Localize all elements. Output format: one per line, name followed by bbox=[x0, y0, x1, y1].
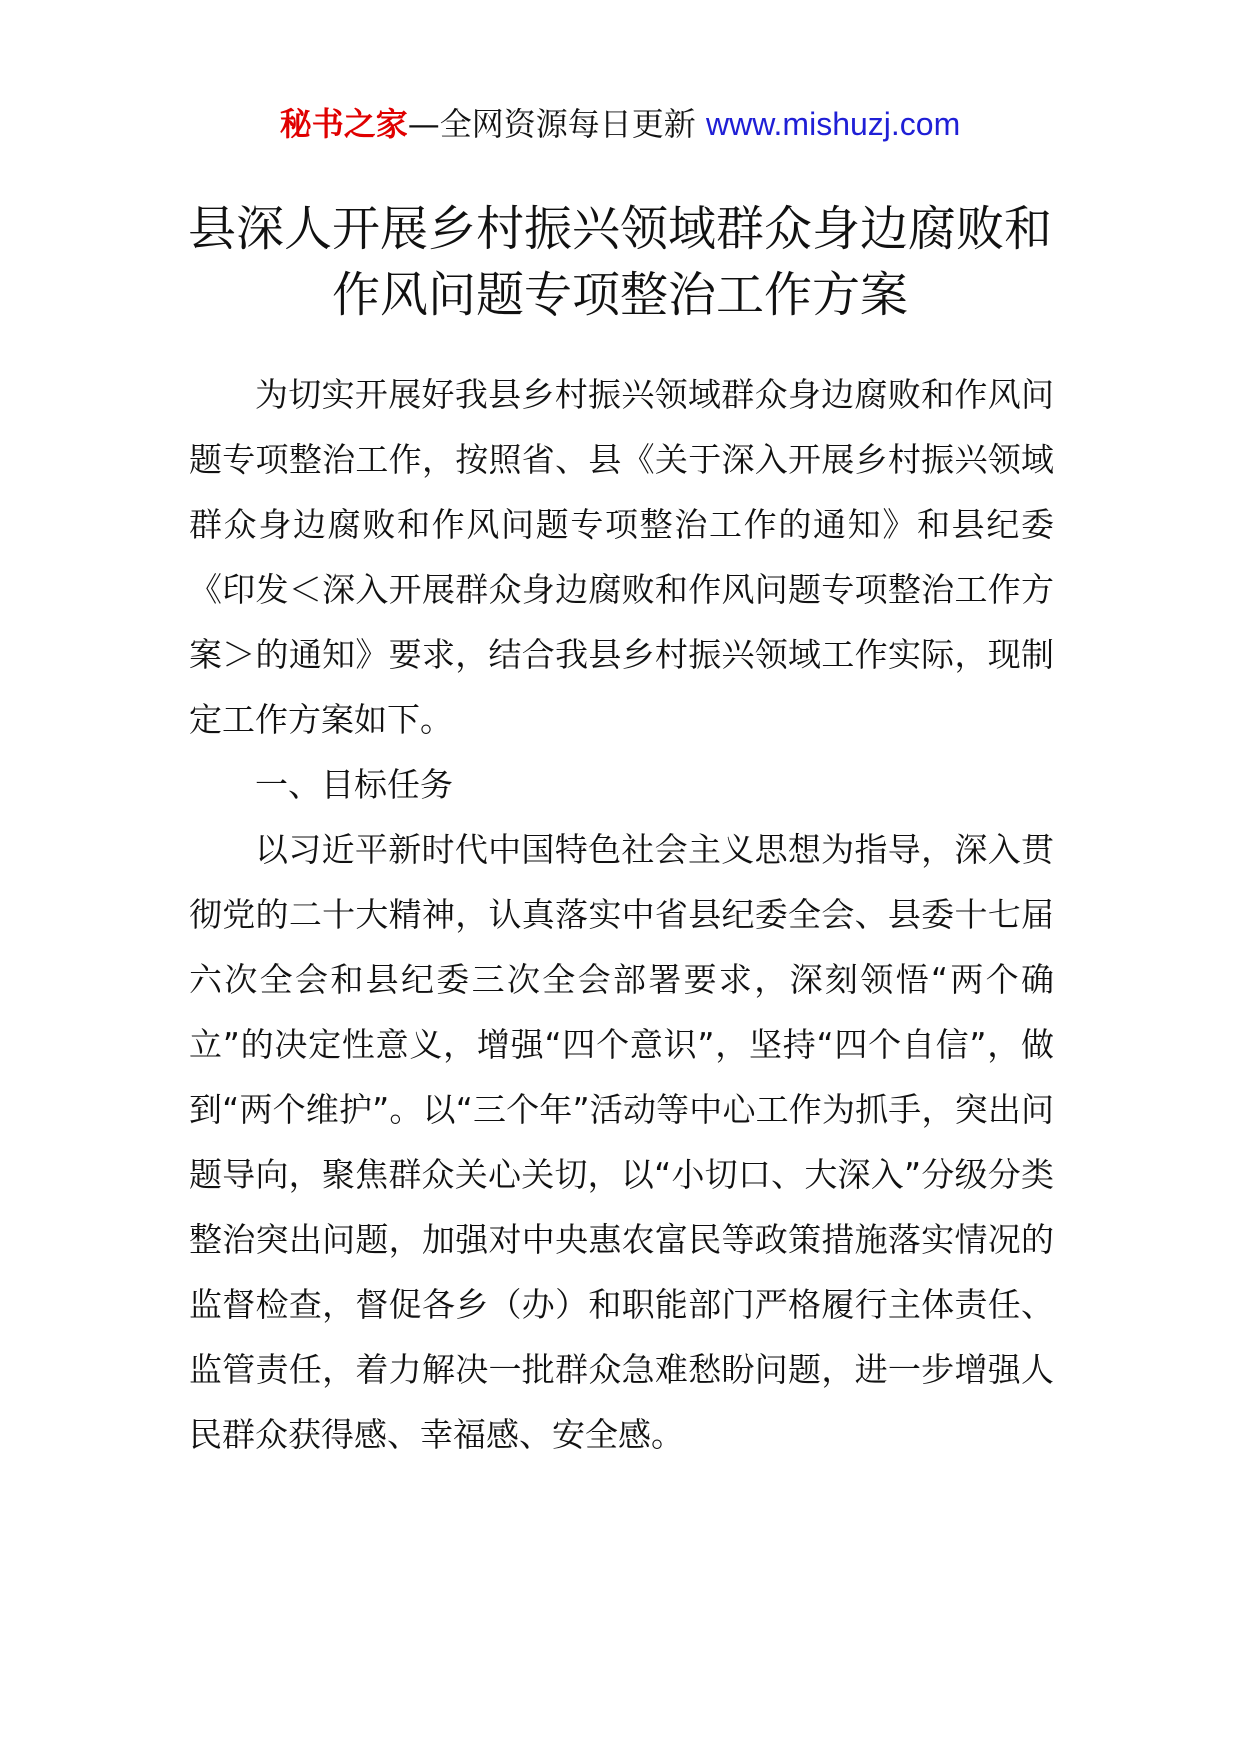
title-line-1: 县深人开展乡村振兴领域群众身边腐败和 bbox=[187, 201, 1052, 257]
intro-paragraph: 为切实开展好我县乡村振兴领域群众身边腐败和作风问题专项整治工作，按照省、县《关于深入开展乡村振兴领域群众身边腐败和作风问题专项整治工作的通知》和县纪委《印发＜深入开展群众身边腐败和作风问题专项整治工作方案＞的通知》要求，结合我县乡村振兴领域工作实际，现制定工作方案如下。 bbox=[189, 375, 1054, 739]
site-header bbox=[0, 100, 1240, 148]
document-title bbox=[120, 196, 1120, 328]
site-url-link[interactable]: www.mishuzj.com bbox=[705, 106, 961, 142]
document-body bbox=[189, 362, 1054, 1467]
section-paragraph: 以习近平新时代中国特色社会主义思想为指导，深入贯彻党的二十大精神，认真落实中省县纪委全会、县委十七届六次全会和县纪委三次全会部署要求，深刻领悟“两个确立”的决定性意义，增强“四个意识”，坚持“四个自信”，做到“两个维护”。以“三个年”活动等中心工作为抓手，突出问题导向，聚焦群众关心关切，以“小切口、大深入”分级分类整治突出问题，加强对中央惠农富民等政策措施落实情况的监督检查，督促各乡（办）和职能部门严格履行主体责任、监管责任，着力解决一批群众急难愁盼问题，进一步增强人民群众获得感、幸福感、安全感。 bbox=[189, 830, 1054, 1454]
site-slogan: —全网资源每日更新 bbox=[407, 105, 706, 143]
title-line-2: 作风问题专项整治工作方案 bbox=[331, 267, 908, 323]
section-heading: 一、目标任务 bbox=[255, 765, 453, 804]
site-brand: 秘书之家 bbox=[279, 105, 408, 143]
